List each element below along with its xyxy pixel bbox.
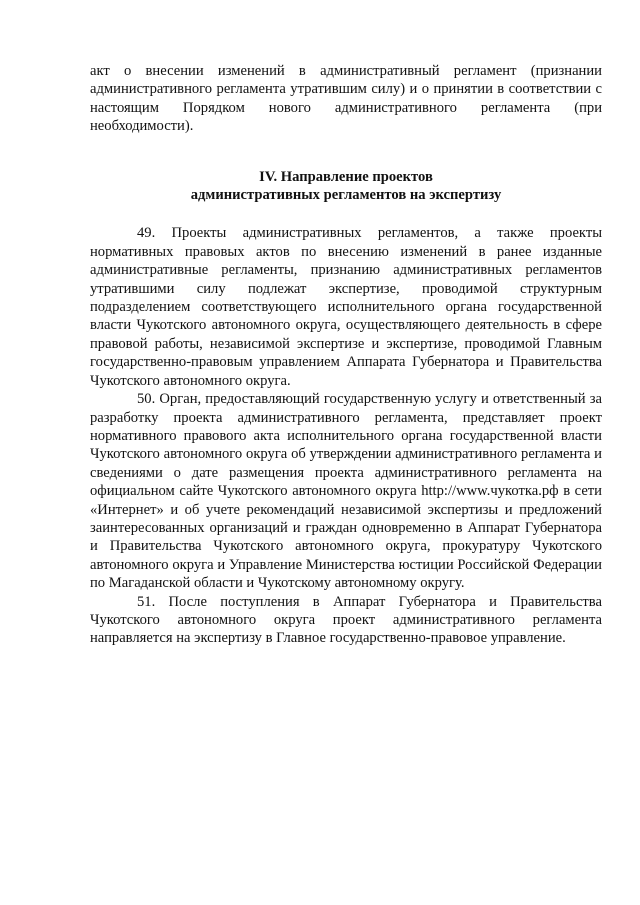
- paragraph-51: 51. После поступления в Аппарат Губернатора и Правительства Чукотского автономного округа проект административного регламента направляется на экспертизу в Главное государственно-правовое управление.: [90, 593, 602, 647]
- section-title-line-1: IV. Направление проектов: [259, 168, 433, 185]
- paragraph-49: 49. Проекты административных регламентов, а также проекты нормативных правовых актов по внесению изменений в ранее изданные административные регламенты, признанию административных регламентов утратившими силу подлежат экспертизе, проводимой структурным подразделением соответствующего исполнительного органа государственной власти Чукотского автономного округа, осуществляющего деятельность в сфере правовой работы, независимой экспертизе и экспертизе, проводимой Главным государственно-правовым управлением Аппарата Губернатора и Правительства Чукотского автономного округа.: [90, 225, 602, 389]
- paragraph-50: 50. Орган, предоставляющий государственную услугу и ответственный за разработку проекта административного регламента, представляет проект нормативного правового акта исполнительного органа государственной власти Чукотского автономного округа об утверждении административного регламента и сведениями о дате размещения проекта административного регламента на официальном сайте Чукотского автономного округа http://www.чукотка.рф в сети «Интернет» и об учете рекомендаций независимой экспертизы и предложений заинтересованных организаций и граждан одновременно в Аппарат Губернатора и Правительства Чукотского автономного округа, прокуратуру Чукотского автономного округа и Управление Министерства юстиции Российской Федерации по Магаданской области и Чукотскому автономному округу.: [90, 391, 602, 592]
- document-body: [90, 62, 602, 648]
- section-title-line-2: административных регламентов на экспертизу: [190, 187, 502, 204]
- intro-paragraph: акт о внесении изменений в административный регламент (признании административного регламента утратившим силу) и о принятии в соответствии с настоящим Порядком нового административного регламента (при необходимости).: [90, 63, 602, 135]
- section-heading: [90, 168, 602, 205]
